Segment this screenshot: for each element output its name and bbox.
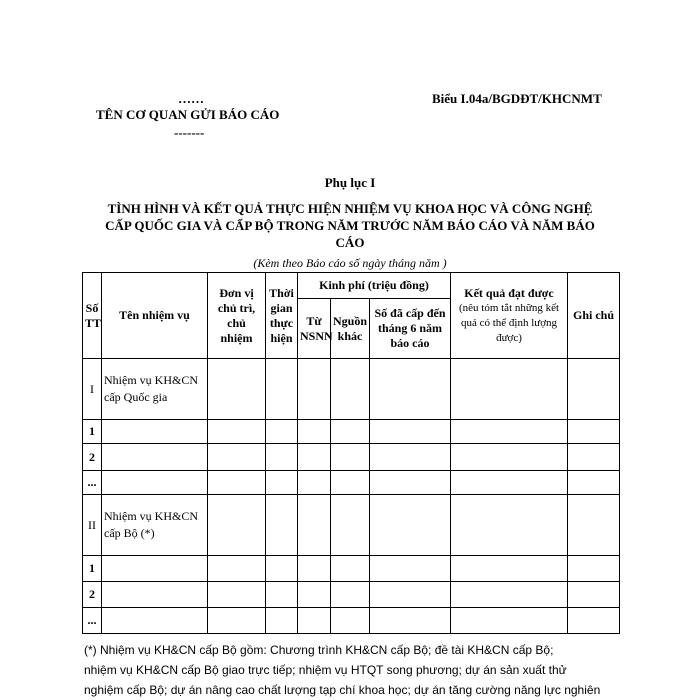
table-cell [370, 444, 451, 471]
table-cell [568, 359, 620, 420]
report-table [82, 272, 620, 634]
table-cell [208, 556, 266, 582]
footnote-line: nghiệm cấp Bộ; dự án nâng cao chất lượng tạp chí khoa học; dự án tăng cường năng lực nghiên [84, 683, 601, 697]
table-cell [298, 359, 331, 420]
table-cell [208, 608, 266, 634]
footnote-line: (*) Nhiệm vụ KH&CN cấp Bộ gồm: Chương trình KH&CN cấp Bộ; đề tài KH&CN cấp Bộ; [84, 643, 554, 657]
table-cell [370, 582, 451, 608]
row-task-name [102, 582, 208, 608]
table-row [83, 495, 620, 556]
row-index: 1 [83, 556, 102, 582]
header-lead-unit: Đơn vị chủ trì, chủ nhiệm [208, 273, 266, 359]
table-cell [568, 420, 620, 444]
title-line: CẤP QUỐC GIA VÀ CẤP BỘ TRONG NĂM TRƯỚC NĂM BÁO CÁO VÀ NĂM BÁO [105, 218, 595, 233]
header-funding: Kinh phí (triệu đồng) [298, 273, 451, 299]
table-cell [266, 420, 298, 444]
header-results [451, 273, 568, 359]
row-task-name [102, 420, 208, 444]
row-task-name: Nhiệm vụ KH&CN cấp Bộ (*) [102, 495, 208, 556]
title-line: CÁO [335, 235, 365, 250]
header-from-state-budget: Từ NSNN [298, 299, 331, 359]
row-index: I [83, 359, 102, 420]
table-row [83, 608, 620, 634]
table-cell [451, 495, 568, 556]
table-cell [266, 582, 298, 608]
table-cell [298, 471, 331, 495]
header-task-name: Tên nhiệm vụ [102, 273, 208, 359]
table-cell [266, 444, 298, 471]
table-cell [331, 556, 370, 582]
row-index: ... [83, 471, 102, 495]
header-results-note: (nêu tóm tắt những kết quả có thể định lượng được) [458, 301, 560, 344]
table-cell [370, 359, 451, 420]
table-cell [331, 444, 370, 471]
form-code: Biểu I.04a/BGDĐT/KHCNMT [432, 91, 602, 106]
row-index: ... [83, 608, 102, 634]
table-cell [331, 359, 370, 420]
table-cell [208, 495, 266, 556]
table-cell [370, 556, 451, 582]
title-line: TÌNH HÌNH VÀ KẾT QUẢ THỰC HIỆN NHIỆM VỤ KHOA HỌC VÀ CÔNG NGHỆ [107, 201, 593, 216]
table-cell [331, 582, 370, 608]
table-cell [266, 608, 298, 634]
header-other-source: Nguồn khác [331, 299, 370, 359]
table-cell [298, 444, 331, 471]
header-allocated: Số đã cấp đến tháng 6 năm báo cáo [370, 299, 451, 359]
table-cell [568, 582, 620, 608]
table-cell [331, 608, 370, 634]
row-task-name [102, 444, 208, 471]
table-cell [298, 582, 331, 608]
table-row [83, 359, 620, 420]
table-cell [568, 471, 620, 495]
table-cell [451, 582, 568, 608]
table-cell [451, 471, 568, 495]
row-task-name: Nhiệm vụ KH&CN cấp Quốc gia [102, 359, 208, 420]
table-cell [208, 420, 266, 444]
document-title [80, 200, 620, 251]
header-divider: ------- [174, 125, 205, 140]
table-cell [451, 444, 568, 471]
table-cell [331, 495, 370, 556]
row-task-name [102, 556, 208, 582]
table-cell [370, 495, 451, 556]
table-cell [331, 471, 370, 495]
table-row [83, 444, 620, 471]
table-row [83, 582, 620, 608]
sender-organization-name: TÊN CƠ QUAN GỬI BÁO CÁO [96, 107, 280, 122]
document-subtitle: (Kèm theo Báo cáo số ngày tháng năm ) [253, 256, 447, 270]
table-cell [208, 359, 266, 420]
table-cell [451, 420, 568, 444]
table-cell [370, 608, 451, 634]
table-cell [568, 444, 620, 471]
header-dots: …… [178, 91, 204, 106]
row-index: 2 [83, 444, 102, 471]
table-cell [298, 495, 331, 556]
table-row [83, 420, 620, 444]
table-cell [266, 471, 298, 495]
row-index: II [83, 495, 102, 556]
table-cell [298, 556, 331, 582]
row-task-name [102, 608, 208, 634]
table-cell [568, 495, 620, 556]
table-cell [451, 608, 568, 634]
table-cell [266, 556, 298, 582]
table-cell [208, 582, 266, 608]
table-cell [451, 556, 568, 582]
header-results-title: Kết quả đạt được [464, 285, 554, 300]
row-task-name [102, 471, 208, 495]
table-cell [331, 420, 370, 444]
table-cell [370, 420, 451, 444]
footnote [84, 640, 620, 700]
table-cell [568, 556, 620, 582]
footnote-line: nhiệm vụ KH&CN cấp Bộ giao trực tiếp; nhiệm vụ HTQT song phương; dự án sản xuất thử [84, 663, 567, 677]
row-index: 2 [83, 582, 102, 608]
table-cell [208, 444, 266, 471]
table-row [83, 556, 620, 582]
table-cell [298, 608, 331, 634]
table-cell [266, 495, 298, 556]
table-row [83, 471, 620, 495]
table-cell [568, 608, 620, 634]
table-cell [208, 471, 266, 495]
row-index: 1 [83, 420, 102, 444]
table-cell [298, 420, 331, 444]
table-cell [451, 359, 568, 420]
header-stt: Số TT [83, 273, 102, 359]
header-notes: Ghi chú [568, 273, 620, 359]
table-cell [266, 359, 298, 420]
appendix-label: Phụ lục I [324, 175, 376, 190]
table-cell [370, 471, 451, 495]
header-duration: Thời gian thực hiện [266, 273, 298, 359]
